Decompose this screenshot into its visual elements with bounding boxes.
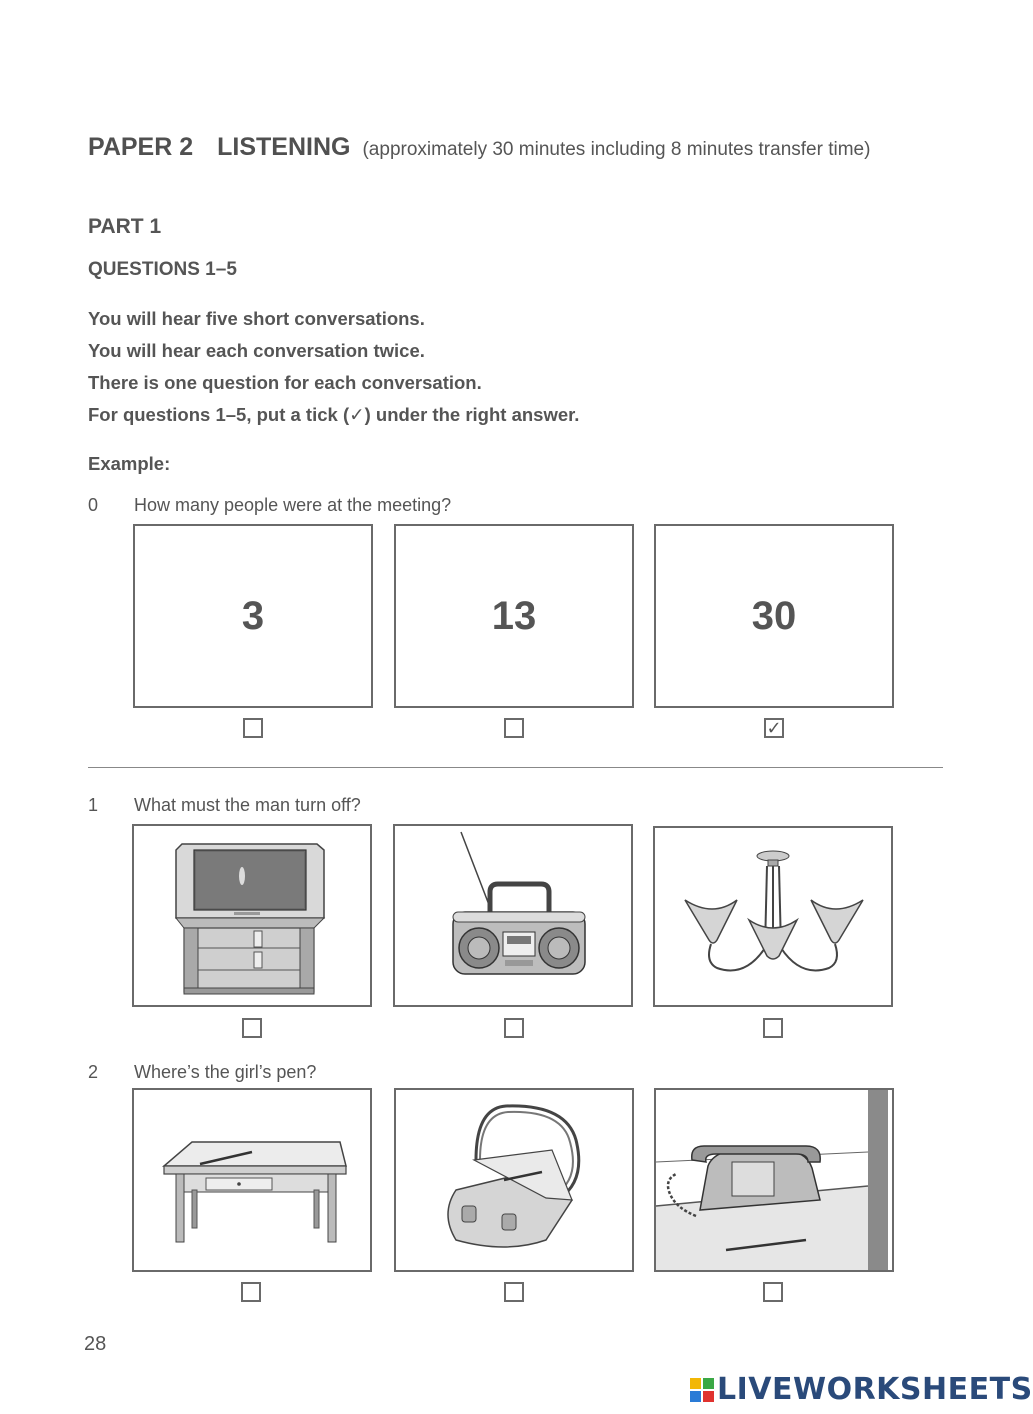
part-heading: PART 1 (88, 215, 162, 238)
option-number: 13 (491, 594, 537, 638)
timing-note: (approximately 30 minutes including 8 minutes transfer time) (362, 139, 871, 160)
option-number: 30 (751, 594, 797, 638)
answer-checkbox[interactable] (504, 718, 524, 738)
table-with-pen-picture (134, 1090, 370, 1270)
page-number: 28 (84, 1333, 107, 1355)
instruction-line: You will hear five short conversations. (88, 308, 425, 329)
answer-checkbox[interactable] (763, 1282, 783, 1302)
question-number: 2 (88, 1062, 99, 1082)
example-option-box (654, 524, 894, 708)
question-text: How many people were at the meeting? (134, 495, 452, 515)
answer-checkbox[interactable] (243, 718, 263, 738)
answer-checkbox[interactable] (504, 1018, 524, 1038)
example-option-box (133, 524, 373, 708)
bag-with-pen-picture (396, 1090, 632, 1270)
instruction-line: For questions 1–5, put a tick (✓) under the right answer. (88, 404, 580, 425)
paper-title (88, 133, 870, 162)
question-number: 1 (88, 795, 99, 815)
question-number: 0 (88, 495, 99, 515)
questions-heading: QUESTIONS 1–5 (88, 259, 237, 280)
liveworksheets-logo-icon (690, 1378, 714, 1402)
option-picture-box (393, 824, 633, 1007)
option-picture-box (132, 1088, 372, 1272)
brand-name: LIVEWORKSHEETS (717, 1372, 1033, 1407)
instruction-line: There is one question for each conversation. (88, 372, 482, 393)
answer-checkbox[interactable] (241, 1282, 261, 1302)
example-label: Example: (88, 453, 171, 474)
instruction-line: You will hear each conversation twice. (88, 340, 425, 361)
radio-cassette-player-picture (395, 826, 631, 1005)
telephone-with-pen-picture (656, 1090, 892, 1270)
section-label: LISTENING (217, 133, 351, 161)
option-picture-box (653, 826, 893, 1007)
answer-checkbox[interactable] (504, 1282, 524, 1302)
option-picture-box (394, 1088, 634, 1272)
option-picture-box (654, 1088, 894, 1272)
television-picture (134, 826, 370, 1005)
brand-logo[interactable] (690, 1372, 1033, 1407)
example-option-box (394, 524, 634, 708)
answer-checkbox[interactable] (242, 1018, 262, 1038)
paper-label: PAPER 2 (88, 133, 194, 161)
question-text: Where’s the girl’s pen? (134, 1062, 317, 1082)
question-text: What must the man turn off? (134, 795, 361, 815)
option-number: 3 (241, 594, 265, 638)
option-picture-box (132, 824, 372, 1007)
ceiling-lamp-picture (655, 828, 891, 1005)
divider (88, 767, 943, 768)
answer-checkbox-ticked[interactable]: ✓ (764, 718, 784, 738)
answer-checkbox[interactable] (763, 1018, 783, 1038)
